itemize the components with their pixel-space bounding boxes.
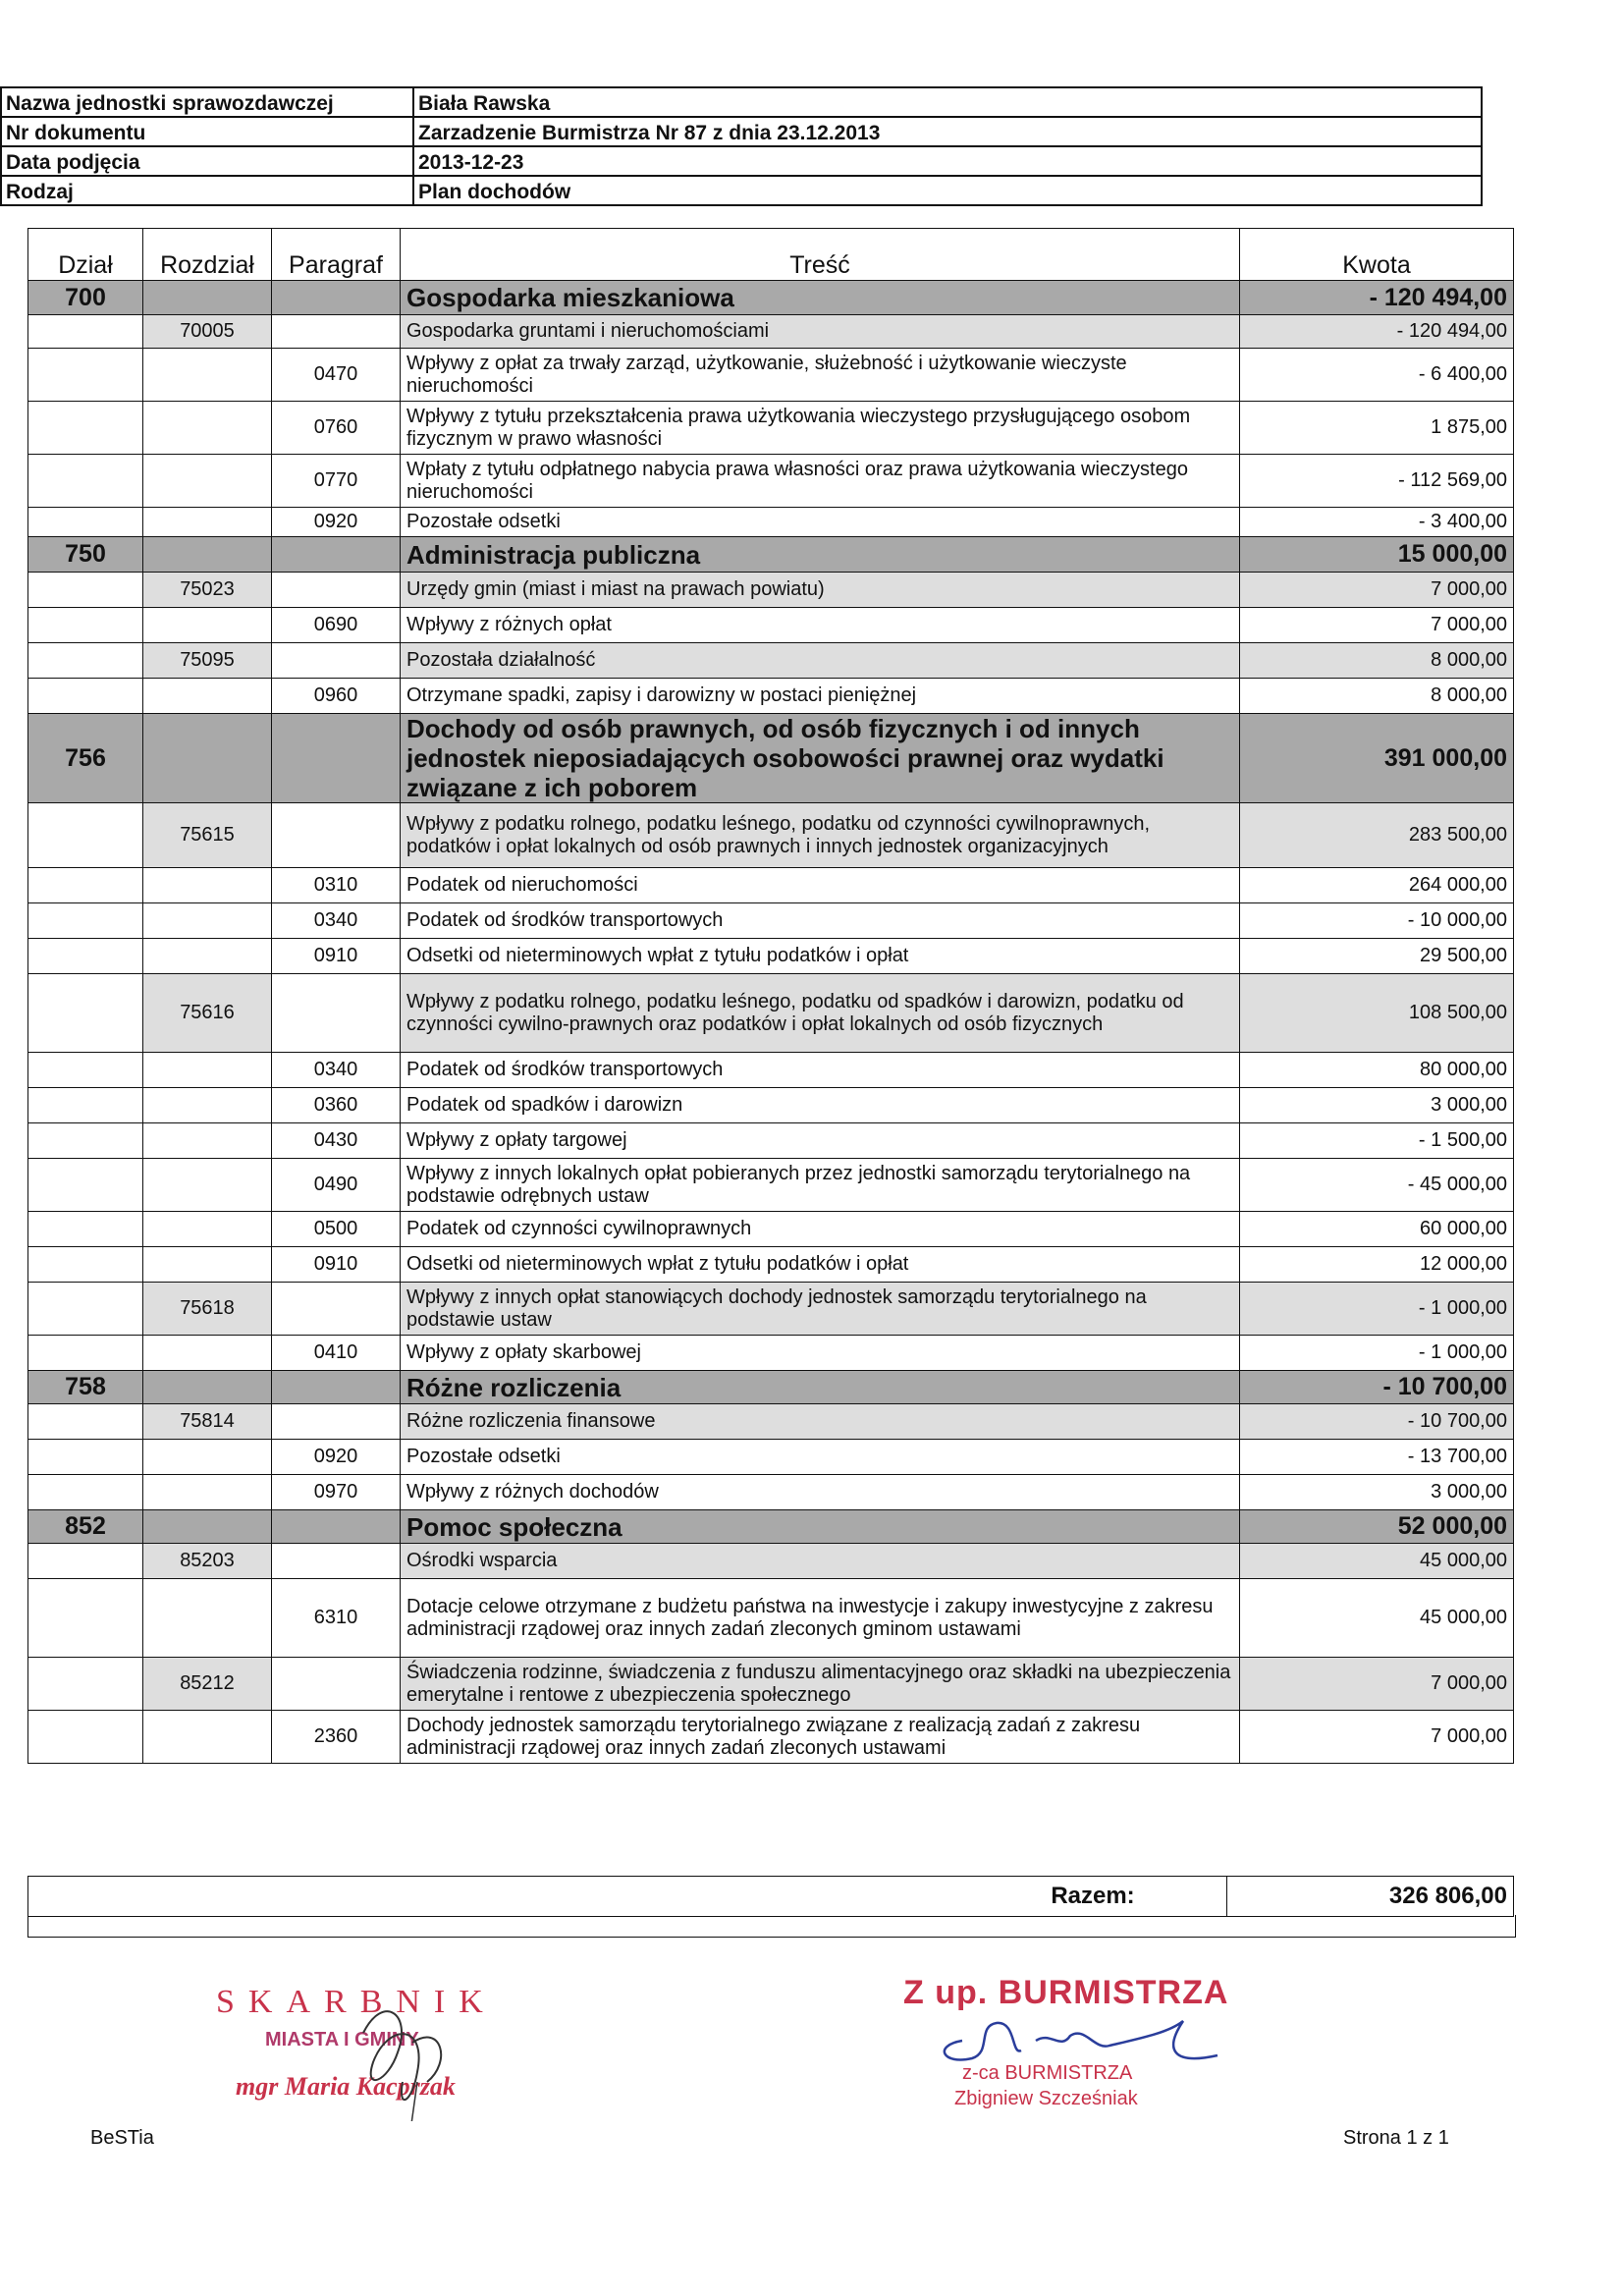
treasurer-stamp-name: mgr Maria Kacprzak: [236, 2072, 456, 2101]
division-code: 700: [28, 281, 143, 315]
chapter-code: [143, 455, 272, 508]
division-code: [28, 803, 143, 868]
chapter-row: [28, 803, 1514, 868]
chapter-code: 70005: [143, 315, 272, 349]
column-header-kwota: Kwota: [1240, 229, 1514, 281]
paragraph-row: [28, 1440, 1514, 1475]
amount: 45 000,00: [1240, 1544, 1514, 1579]
division-code: [28, 402, 143, 455]
amount: 15 000,00: [1240, 537, 1514, 573]
paragraph-row: [28, 939, 1514, 974]
amount: 12 000,00: [1240, 1247, 1514, 1283]
chapter-code: [143, 1440, 272, 1475]
description: Wpływy z opłaty targowej: [401, 1123, 1240, 1159]
paragraph-code: [272, 1544, 401, 1579]
description: Wpływy z różnych dochodów: [401, 1475, 1240, 1510]
chapter-code: 75814: [143, 1404, 272, 1440]
division-code: [28, 643, 143, 679]
division-code: [28, 349, 143, 402]
division-code: [28, 1579, 143, 1658]
amount: 283 500,00: [1240, 803, 1514, 868]
paragraph-code: 0430: [272, 1123, 401, 1159]
paragraph-code: [272, 643, 401, 679]
description: Dochody jednostek samorządu terytorialnego związane z realizacją zadań z zakresu administracji rządowej oraz innych zadań zleconych ustawami: [401, 1711, 1240, 1764]
amount: 1 875,00: [1240, 402, 1514, 455]
division-code: [28, 1336, 143, 1371]
metadata-value: 2013-12-23: [413, 146, 1482, 176]
description: Wpływy z podatku rolnego, podatku leśnego, podatku od spadków i darowizn, podatku od czynności cywilno-prawnych oraz podatków i opłat lokalnych od osób fizycznych: [401, 974, 1240, 1053]
chapter-code: [143, 714, 272, 803]
division-code: [28, 1247, 143, 1283]
paragraph-code: 0340: [272, 903, 401, 939]
paragraph-code: [272, 1510, 401, 1544]
column-header-rozdzial: Rozdział: [143, 229, 272, 281]
amount: - 120 494,00: [1240, 315, 1514, 349]
metadata-row: [1, 87, 1482, 117]
division-row: [28, 1510, 1514, 1544]
division-code: [28, 508, 143, 537]
mayor-stamp-role: z-ca BURMISTRZA: [962, 2062, 1133, 2084]
amount: 7 000,00: [1240, 1658, 1514, 1711]
total-label: Razem:: [959, 1877, 1227, 1917]
chapter-code: [143, 939, 272, 974]
treasurer-signature: [216, 1984, 530, 2121]
amount: 60 000,00: [1240, 1212, 1514, 1247]
metadata-row: [1, 146, 1482, 176]
paragraph-code: 0960: [272, 679, 401, 714]
paragraph-row: [28, 1579, 1514, 1658]
description: Podatek od środków transportowych: [401, 903, 1240, 939]
chapter-code: [143, 1371, 272, 1404]
division-code: [28, 608, 143, 643]
paragraph-code: 0770: [272, 455, 401, 508]
column-header-paragraf: Paragraf: [272, 229, 401, 281]
treasurer-stamp-title: SKARBNIK: [216, 1984, 497, 2020]
total-bottom-frame: [27, 1915, 1516, 1938]
mayor-stamp-title: Z up. BURMISTRZA: [903, 1974, 1229, 2011]
treasurer-stamp-unit: MIASTA I GMINY: [265, 2029, 419, 2050]
description: Urzędy gmin (miast i miast na prawach powiatu): [401, 573, 1240, 608]
description: Wpłaty z tytułu odpłatnego nabycia prawa własności oraz prawa użytkowania wieczystego nieruchomości: [401, 455, 1240, 508]
chapter-code: 75618: [143, 1283, 272, 1336]
document-metadata: [0, 86, 1483, 206]
metadata-value: Zarzadzenie Burmistrza Nr 87 z dnia 23.12.2013: [413, 117, 1482, 146]
column-header-dzial: Dział: [28, 229, 143, 281]
division-row: [28, 537, 1514, 573]
division-code: [28, 1404, 143, 1440]
division-code: [28, 1159, 143, 1212]
description: Pozostałe odsetki: [401, 508, 1240, 537]
paragraph-code: [272, 1283, 401, 1336]
paragraph-code: 0970: [272, 1475, 401, 1510]
description: Wpływy z różnych opłat: [401, 608, 1240, 643]
paragraph-code: 0760: [272, 402, 401, 455]
paragraph-code: [272, 803, 401, 868]
paragraph-code: 0360: [272, 1088, 401, 1123]
chapter-code: [143, 281, 272, 315]
description: Różne rozliczenia: [401, 1371, 1240, 1404]
amount: - 3 400,00: [1240, 508, 1514, 537]
paragraph-code: 6310: [272, 1579, 401, 1658]
amount: 80 000,00: [1240, 1053, 1514, 1088]
paragraph-code: 2360: [272, 1711, 401, 1764]
amount: 264 000,00: [1240, 868, 1514, 903]
paragraph-code: 0410: [272, 1336, 401, 1371]
paragraph-code: 0500: [272, 1212, 401, 1247]
division-code: [28, 974, 143, 1053]
chapter-code: [143, 508, 272, 537]
footer-page-number: Strona 1 z 1: [1343, 2127, 1449, 2149]
division-code: [28, 455, 143, 508]
amount: - 1 000,00: [1240, 1283, 1514, 1336]
division-code: [28, 868, 143, 903]
chapter-code: [143, 1510, 272, 1544]
chapter-code: [143, 1336, 272, 1371]
paragraph-row: [28, 1475, 1514, 1510]
chapter-row: [28, 1283, 1514, 1336]
chapter-code: 75616: [143, 974, 272, 1053]
chapter-code: [143, 1053, 272, 1088]
paragraph-code: [272, 1404, 401, 1440]
amount: - 13 700,00: [1240, 1440, 1514, 1475]
description: Podatek od nieruchomości: [401, 868, 1240, 903]
paragraph-code: 0340: [272, 1053, 401, 1088]
description: Wpływy z opłat za trwały zarząd, użytkowanie, służebność i użytkowanie wieczyste nieruchomości: [401, 349, 1240, 402]
division-code: [28, 1123, 143, 1159]
amount: - 6 400,00: [1240, 349, 1514, 402]
chapter-row: [28, 643, 1514, 679]
chapter-code: [143, 537, 272, 573]
chapter-code: [143, 679, 272, 714]
paragraph-code: [272, 1658, 401, 1711]
amount: - 120 494,00: [1240, 281, 1514, 315]
paragraph-row: [28, 402, 1514, 455]
division-code: [28, 1053, 143, 1088]
amount: - 45 000,00: [1240, 1159, 1514, 1212]
division-row: [28, 714, 1514, 803]
description: Administracja publiczna: [401, 537, 1240, 573]
amount: 391 000,00: [1240, 714, 1514, 803]
mayor-stamp: [903, 1974, 1257, 2109]
paragraph-code: [272, 714, 401, 803]
paragraph-row: [28, 1212, 1514, 1247]
chapter-code: [143, 349, 272, 402]
chapter-code: [143, 903, 272, 939]
paragraph-row: [28, 349, 1514, 402]
description: Odsetki od nieterminowych wpłat z tytułu podatków i opłat: [401, 1247, 1240, 1283]
description: Gospodarka mieszkaniowa: [401, 281, 1240, 315]
division-code: [28, 679, 143, 714]
chapter-code: 75023: [143, 573, 272, 608]
amount: 7 000,00: [1240, 1711, 1514, 1764]
paragraph-code: 0310: [272, 868, 401, 903]
paragraph-row: [28, 868, 1514, 903]
paragraph-code: [272, 573, 401, 608]
amount: 29 500,00: [1240, 939, 1514, 974]
division-code: 750: [28, 537, 143, 573]
total-value: 326 806,00: [1227, 1877, 1514, 1917]
amount: - 1 500,00: [1240, 1123, 1514, 1159]
table-header-row: [28, 229, 1514, 281]
chapter-code: [143, 1088, 272, 1123]
chapter-code: 85203: [143, 1544, 272, 1579]
paragraph-code: [272, 315, 401, 349]
division-code: [28, 1544, 143, 1579]
amount: 8 000,00: [1240, 679, 1514, 714]
amount: - 10 000,00: [1240, 903, 1514, 939]
description: Wpływy z innych opłat stanowiących dochody jednostek samorządu terytorialnego na podstawie ustaw: [401, 1283, 1240, 1336]
amount: 52 000,00: [1240, 1510, 1514, 1544]
chapter-code: [143, 868, 272, 903]
chapter-code: [143, 402, 272, 455]
amount: - 10 700,00: [1240, 1404, 1514, 1440]
amount: 3 000,00: [1240, 1475, 1514, 1510]
amount: - 1 000,00: [1240, 1336, 1514, 1371]
amount: 45 000,00: [1240, 1579, 1514, 1658]
description: Pomoc społeczna: [401, 1510, 1240, 1544]
division-code: [28, 1658, 143, 1711]
paragraph-row: [28, 1336, 1514, 1371]
paragraph-code: [272, 281, 401, 315]
metadata-row: [1, 117, 1482, 146]
division-code: [28, 939, 143, 974]
description: Pozostała działalność: [401, 643, 1240, 679]
paragraph-code: [272, 537, 401, 573]
amount: - 10 700,00: [1240, 1371, 1514, 1404]
chapter-code: [143, 1247, 272, 1283]
metadata-row: [1, 176, 1482, 205]
chapter-code: [143, 1711, 272, 1764]
paragraph-code: [272, 1371, 401, 1404]
description: Wpływy z podatku rolnego, podatku leśnego, podatku od czynności cywilnoprawnych, podatków i opłat lokalnych od osób prawnych i innych jednostek organizacyjnych: [401, 803, 1240, 868]
paragraph-code: 0490: [272, 1159, 401, 1212]
chapter-row: [28, 1658, 1514, 1711]
metadata-label: Nr dokumentu: [1, 117, 413, 146]
chapter-code: [143, 1123, 272, 1159]
column-header-tresc: Treść: [401, 229, 1240, 281]
paragraph-row: [28, 1123, 1514, 1159]
division-code: 756: [28, 714, 143, 803]
description: Dochody od osób prawnych, od osób fizycznych i od innych jednostek nieposiadających osobowości prawnej oraz wydatki związane z ich poborem: [401, 714, 1240, 803]
chapter-row: [28, 315, 1514, 349]
division-code: 758: [28, 1371, 143, 1404]
chapter-row: [28, 1404, 1514, 1440]
description: Różne rozliczenia finansowe: [401, 1404, 1240, 1440]
chapter-code: [143, 1579, 272, 1658]
amount: - 112 569,00: [1240, 455, 1514, 508]
division-code: [28, 1440, 143, 1475]
paragraph-code: 0920: [272, 508, 401, 537]
description: Pozostałe odsetki: [401, 1440, 1240, 1475]
division-code: [28, 1475, 143, 1510]
paragraph-row: [28, 1088, 1514, 1123]
paragraph-code: 0690: [272, 608, 401, 643]
mayor-stamp-name: Zbigniew Szcześniak: [954, 2088, 1138, 2109]
paragraph-row: [28, 508, 1514, 537]
description: Dotacje celowe otrzymane z budżetu państwa na inwestycje i zakupy inwestycyjne z zakresu administracji rządowej oraz innych zadań zleconych gminom ustawami: [401, 1579, 1240, 1658]
paragraph-row: [28, 1159, 1514, 1212]
amount: 108 500,00: [1240, 974, 1514, 1053]
metadata-label: Rodzaj: [1, 176, 413, 205]
description: Otrzymane spadki, zapisy i darowizny w postaci pieniężnej: [401, 679, 1240, 714]
paragraph-row: [28, 679, 1514, 714]
chapter-code: [143, 1159, 272, 1212]
metadata-value: Plan dochodów: [413, 176, 1482, 205]
chapter-row: [28, 974, 1514, 1053]
division-row: [28, 281, 1514, 315]
division-code: [28, 1283, 143, 1336]
description: Gospodarka gruntami i nieruchomościami: [401, 315, 1240, 349]
chapter-code: [143, 1475, 272, 1510]
division-code: 852: [28, 1510, 143, 1544]
description: Podatek od środków transportowych: [401, 1053, 1240, 1088]
paragraph-code: 0910: [272, 1247, 401, 1283]
total-spacer: [28, 1877, 960, 1917]
paragraph-row: [28, 1711, 1514, 1764]
division-code: [28, 1212, 143, 1247]
description: Świadczenia rodzinne, świadczenia z funduszu alimentacyjnego oraz składki na ubezpieczenia emerytalne i rentowe z ubezpieczenia społecznego: [401, 1658, 1240, 1711]
division-code: [28, 1088, 143, 1123]
division-code: [28, 315, 143, 349]
description: Ośrodki wsparcia: [401, 1544, 1240, 1579]
paragraph-row: [28, 608, 1514, 643]
amount: 8 000,00: [1240, 643, 1514, 679]
description: Podatek od spadków i darowizn: [401, 1088, 1240, 1123]
description: Podatek od czynności cywilnoprawnych: [401, 1212, 1240, 1247]
amount: 3 000,00: [1240, 1088, 1514, 1123]
total-row: [27, 1876, 1514, 1917]
paragraph-row: [28, 1247, 1514, 1283]
metadata-label: Data podjęcia: [1, 146, 413, 176]
paragraph-code: 0920: [272, 1440, 401, 1475]
description: Odsetki od nieterminowych wpłat z tytułu podatków i opłat: [401, 939, 1240, 974]
paragraph-code: 0470: [272, 349, 401, 402]
chapter-code: 75615: [143, 803, 272, 868]
chapter-code: 85212: [143, 1658, 272, 1711]
paragraph-row: [28, 1053, 1514, 1088]
paragraph-code: 0910: [272, 939, 401, 974]
treasurer-stamp: [216, 1984, 530, 2102]
footer-software: BeSTia: [90, 2127, 154, 2149]
division-code: [28, 903, 143, 939]
revenue-plan-table: [27, 228, 1514, 1764]
amount: 7 000,00: [1240, 608, 1514, 643]
chapter-row: [28, 1544, 1514, 1579]
division-code: [28, 573, 143, 608]
metadata-label: Nazwa jednostki sprawozdawczej: [1, 87, 413, 117]
metadata-value: Biała Rawska: [413, 87, 1482, 117]
description: Wpływy z opłaty skarbowej: [401, 1336, 1240, 1371]
description: Wpływy z innych lokalnych opłat pobieranych przez jednostki samorządu terytorialnego na podstawie odrębnych ustaw: [401, 1159, 1240, 1212]
chapter-code: [143, 1212, 272, 1247]
chapter-code: 75095: [143, 643, 272, 679]
description: Wpływy z tytułu przekształcenia prawa użytkowania wieczystego przysługującego osobom fizycznym w prawo własności: [401, 402, 1240, 455]
division-row: [28, 1371, 1514, 1404]
amount: 7 000,00: [1240, 573, 1514, 608]
paragraph-row: [28, 903, 1514, 939]
chapter-code: [143, 608, 272, 643]
paragraph-row: [28, 455, 1514, 508]
paragraph-code: [272, 974, 401, 1053]
chapter-row: [28, 573, 1514, 608]
division-code: [28, 1711, 143, 1764]
